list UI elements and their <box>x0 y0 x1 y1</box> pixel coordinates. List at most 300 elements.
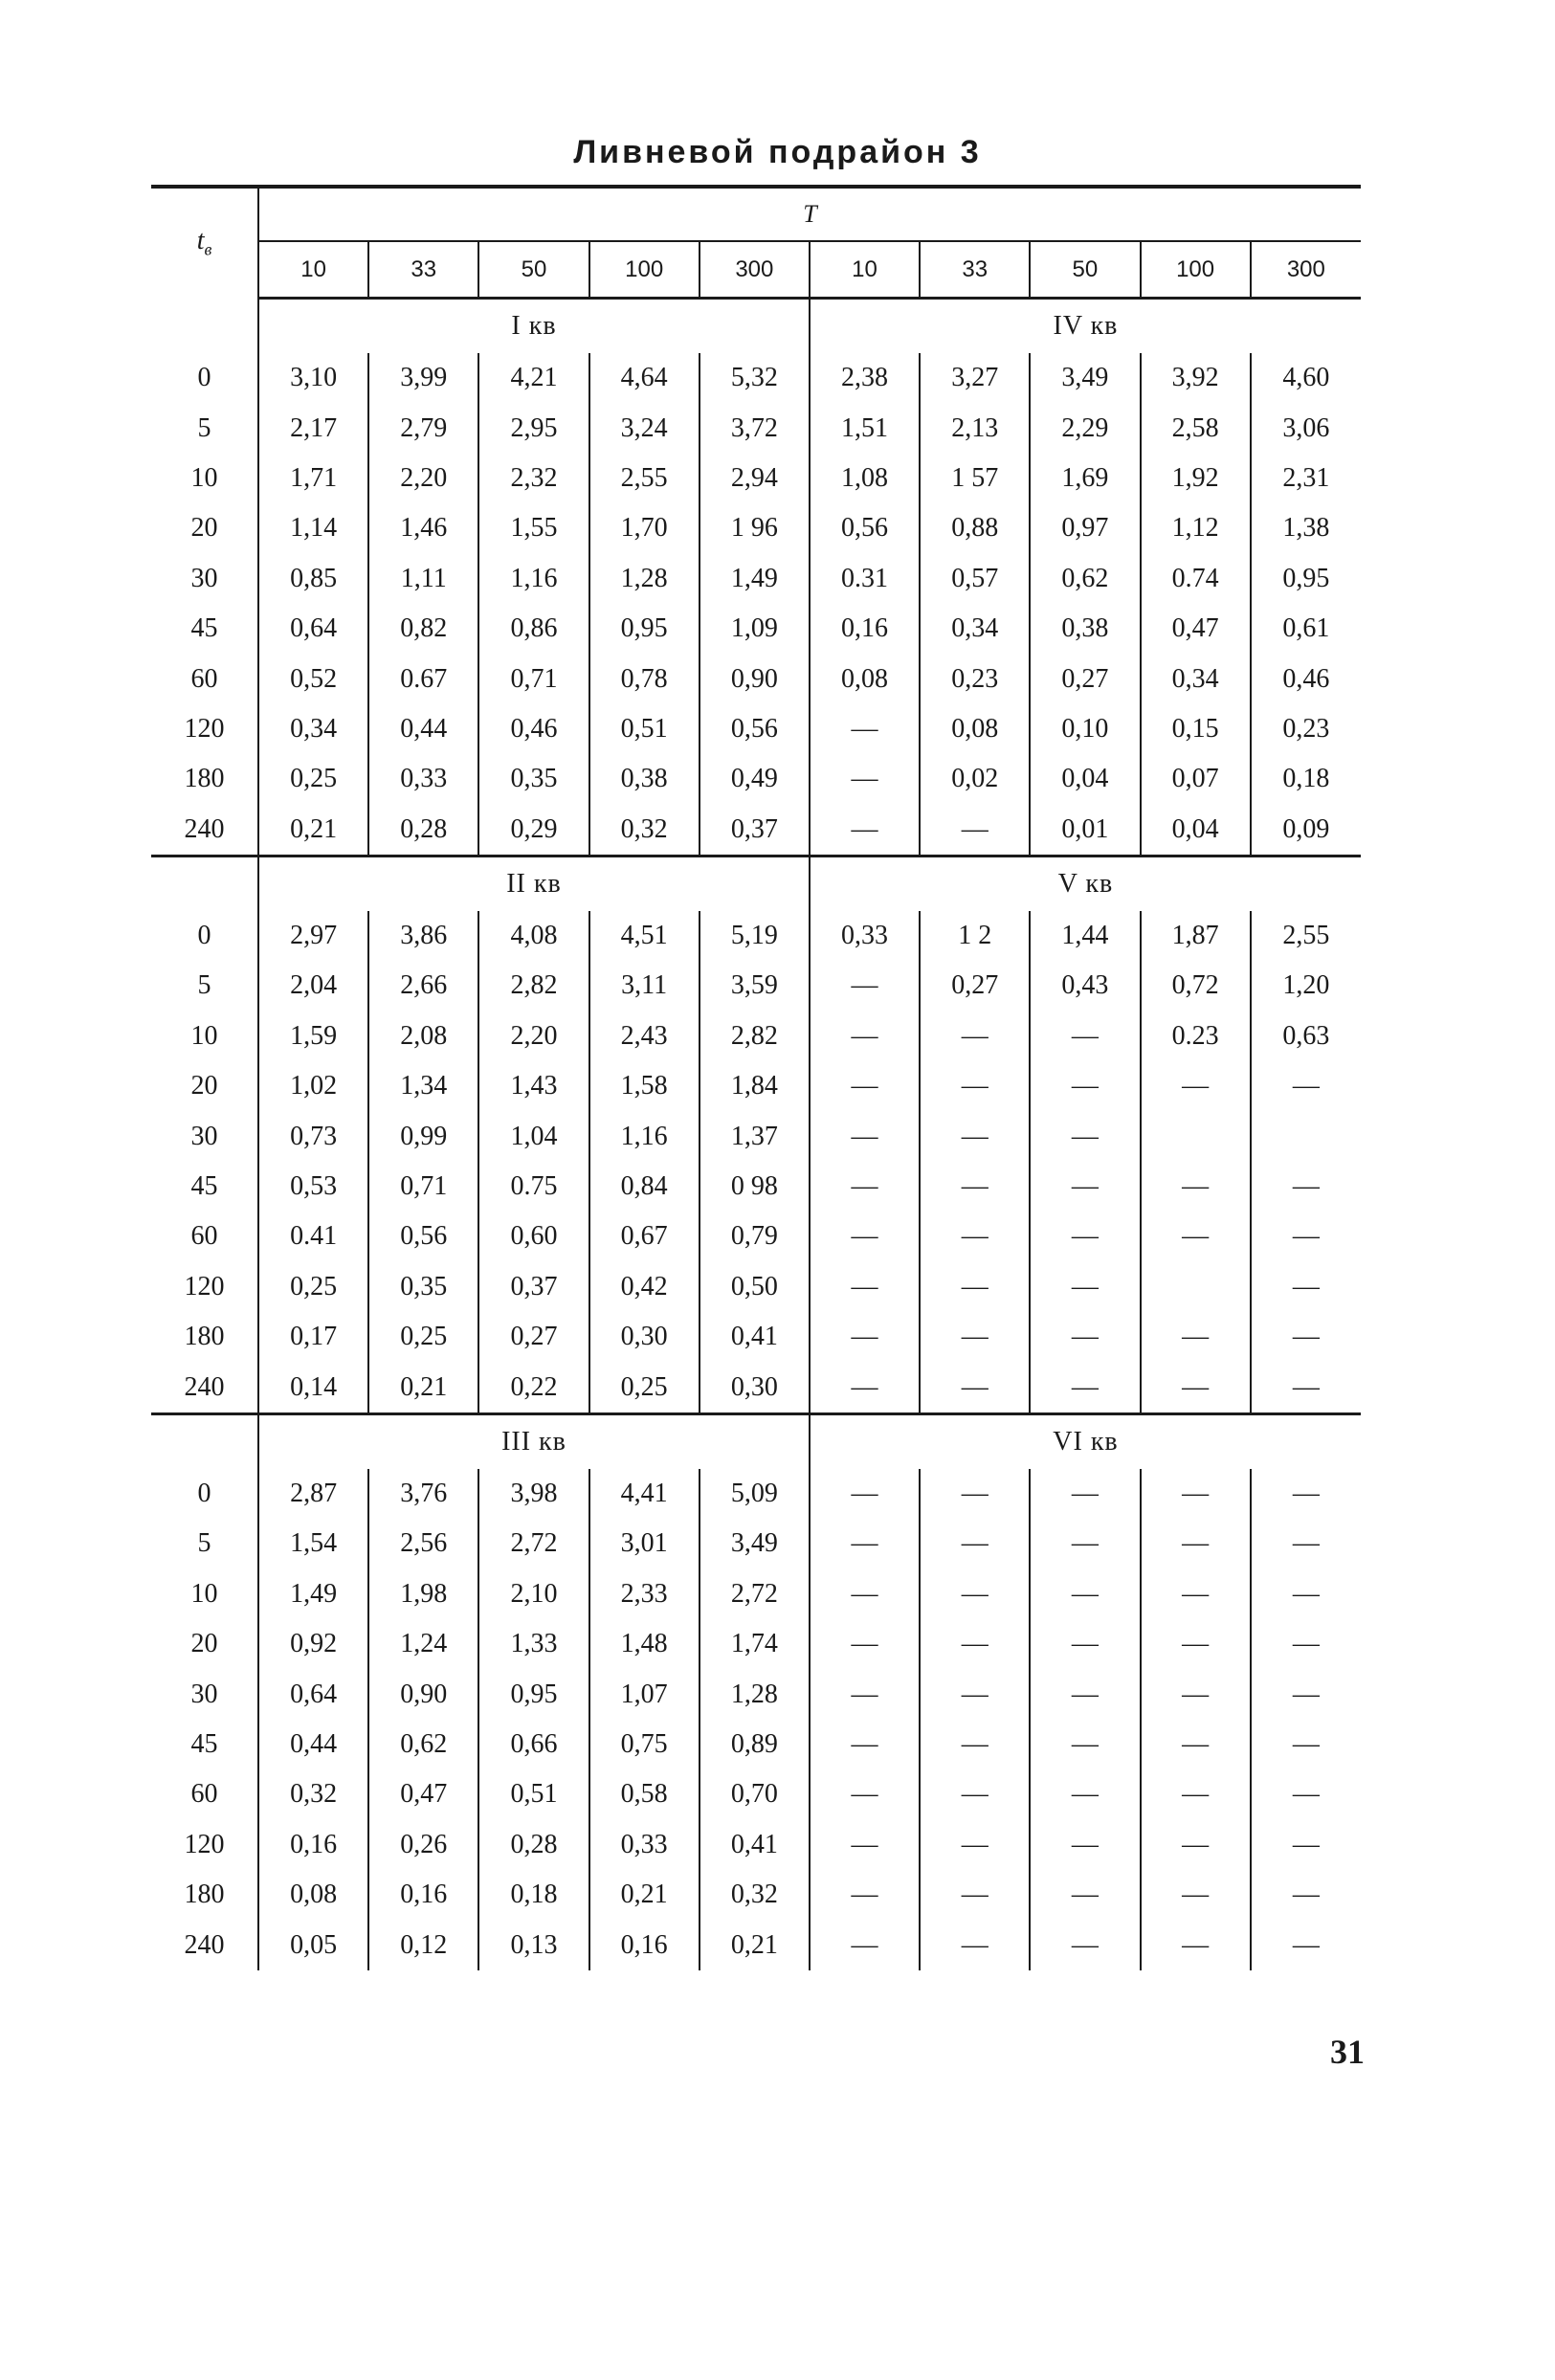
table-cell: 0,27 <box>478 1312 589 1362</box>
table-cell: — <box>920 1162 1030 1212</box>
column-header-T: 100 <box>589 241 700 299</box>
tb-value: 45 <box>190 1171 218 1202</box>
table-cell: — <box>1141 1061 1251 1111</box>
table-cell: 0,46 <box>478 704 589 754</box>
table-cell: 2,82 <box>478 961 589 1011</box>
table-cell: 0,52 <box>258 654 368 703</box>
table-cell: 0,25 <box>258 754 368 804</box>
table-cell: — <box>1251 1469 1361 1519</box>
header-row-T <box>151 187 1361 241</box>
table-cell: — <box>810 1362 920 1413</box>
table-cell: 0,92 <box>258 1619 368 1669</box>
table-cell: 0,90 <box>368 1669 478 1719</box>
table-cell: 1,38 <box>1251 503 1361 553</box>
table-cell: 3,99 <box>368 353 478 403</box>
table-cell: 2,10 <box>478 1569 589 1619</box>
table-row <box>151 805 1361 856</box>
table-cell: — <box>920 1469 1030 1519</box>
table-cell: 0.75 <box>478 1162 589 1212</box>
table-cell: 0,95 <box>1251 554 1361 604</box>
table-cell: — <box>1030 1920 1140 1969</box>
table-cell: — <box>920 1312 1030 1362</box>
table-cell: — <box>1030 1469 1140 1519</box>
table-cell: — <box>1030 1061 1140 1111</box>
table-cell: — <box>810 1669 920 1719</box>
table-cell: — <box>810 1920 920 1969</box>
tb-value: 10 <box>190 1578 218 1609</box>
table-cell: — <box>1030 1212 1140 1261</box>
section-header-row <box>151 1413 1361 1469</box>
page-title: Ливневой подрайон 3 <box>573 134 982 170</box>
tb-value: 60 <box>190 663 218 694</box>
table-cell: — <box>810 1162 920 1212</box>
table-row <box>151 754 1361 804</box>
table-cell: 3,10 <box>258 353 368 403</box>
table-cell: 0,26 <box>368 1820 478 1870</box>
table-cell: 1,16 <box>478 554 589 604</box>
section-label-left: II кв <box>258 856 810 911</box>
table-cell: — <box>920 1362 1030 1413</box>
table-cell: 0,64 <box>258 604 368 654</box>
table-cell: 0,21 <box>368 1362 478 1413</box>
column-header-T: 300 <box>700 241 810 299</box>
table-cell: 1,16 <box>589 1111 700 1161</box>
table-cell: 2,20 <box>478 1012 589 1061</box>
tb-value: 20 <box>190 513 218 544</box>
table-cell: — <box>1251 1769 1361 1819</box>
section-label-right: V кв <box>810 856 1361 911</box>
header-row-columns <box>151 241 1361 299</box>
table-cell: 0,25 <box>368 1312 478 1362</box>
column-header-T: 300 <box>1251 241 1361 299</box>
table-cell: — <box>1251 1262 1361 1312</box>
table-cell: — <box>810 1262 920 1312</box>
table-cell: — <box>810 754 920 804</box>
table-cell: 1,34 <box>368 1061 478 1111</box>
table-cell <box>1251 1111 1361 1161</box>
table-cell: 2,08 <box>368 1012 478 1061</box>
table-cell: — <box>1251 1619 1361 1669</box>
table-cell: — <box>1141 1312 1251 1362</box>
table-cell: 0,27 <box>920 961 1030 1011</box>
table-cell: 1,92 <box>1141 454 1251 503</box>
tb-value: 45 <box>190 1728 218 1759</box>
table-cell: — <box>1141 1212 1251 1261</box>
table-cell: 3,24 <box>589 403 700 453</box>
table-cell: 0,27 <box>1030 654 1140 703</box>
tb-value: 0 <box>197 921 211 951</box>
table-cell: 0,21 <box>589 1870 700 1920</box>
table-cell: 2,43 <box>589 1012 700 1061</box>
table-cell: 0,62 <box>368 1720 478 1769</box>
table-cell: — <box>920 1012 1030 1061</box>
table-cell: 1,09 <box>700 604 810 654</box>
table-cell: 0,38 <box>1030 604 1140 654</box>
table-row <box>151 503 1361 553</box>
tb-label: t <box>196 226 205 256</box>
table-cell: 1,51 <box>810 403 920 453</box>
table-cell: — <box>810 1061 920 1111</box>
table-cell: 2,56 <box>368 1519 478 1568</box>
tb-header <box>151 187 258 299</box>
table-cell: 0,01 <box>1030 805 1140 856</box>
table-cell: 0,16 <box>368 1870 478 1920</box>
table-cell: — <box>1030 1569 1140 1619</box>
table-cell: — <box>1030 1111 1140 1161</box>
tb-value: 120 <box>184 1271 225 1301</box>
table-cell: 2,94 <box>700 454 810 503</box>
table-cell: — <box>920 1619 1030 1669</box>
table-cell: — <box>920 1769 1030 1819</box>
table-cell: 1,37 <box>700 1111 810 1161</box>
tb-value: 180 <box>184 1880 225 1910</box>
table-cell: 0,16 <box>589 1920 700 1969</box>
table-cell: — <box>1030 1720 1140 1769</box>
table-cell: — <box>1141 1769 1251 1819</box>
table-cell: — <box>810 1212 920 1261</box>
table-cell: 4,60 <box>1251 353 1361 403</box>
table-row <box>151 403 1361 453</box>
table-cell: 0,10 <box>1030 704 1140 754</box>
table-row <box>151 654 1361 703</box>
table-cell: 0,90 <box>700 654 810 703</box>
table-cell: — <box>1030 1262 1140 1312</box>
table-cell: — <box>920 1669 1030 1719</box>
table-cell: 1,02 <box>258 1061 368 1111</box>
table-cell: 2,79 <box>368 403 478 453</box>
table-cell: — <box>1030 1012 1140 1061</box>
table-cell: — <box>810 1469 920 1519</box>
tb-value: 240 <box>184 813 225 844</box>
table-cell: 0,08 <box>258 1870 368 1920</box>
table-cell: 0,34 <box>1141 654 1251 703</box>
section-tb-blank <box>151 856 258 911</box>
table-cell: — <box>1141 1569 1251 1619</box>
table-cell: 2,13 <box>920 403 1030 453</box>
table-cell: 0,62 <box>1030 554 1140 604</box>
table-cell: 0,33 <box>589 1820 700 1870</box>
table-cell: 3,11 <box>589 961 700 1011</box>
table-cell: 2,95 <box>478 403 589 453</box>
table-cell: 1,44 <box>1030 911 1140 961</box>
table-cell: 2,72 <box>478 1519 589 1568</box>
table-row <box>151 1519 1361 1568</box>
table-row <box>151 1469 1361 1519</box>
table-cell: 0,42 <box>589 1262 700 1312</box>
table-cell: 0,21 <box>258 805 368 856</box>
tb-value: 20 <box>190 1071 218 1101</box>
table-row <box>151 1870 1361 1920</box>
table-cell: 0,28 <box>478 1820 589 1870</box>
table-cell: 0,44 <box>258 1720 368 1769</box>
section-label-right: IV кв <box>810 299 1361 354</box>
table-cell: 2,55 <box>1251 911 1361 961</box>
table-cell: — <box>1251 1569 1361 1619</box>
table-cell: 0,37 <box>478 1262 589 1312</box>
table-cell: — <box>1030 1870 1140 1920</box>
column-header-T: 10 <box>258 241 368 299</box>
tb-value: 60 <box>190 1779 218 1810</box>
table-row <box>151 1769 1361 1819</box>
table-row <box>151 1720 1361 1769</box>
tb-value: 60 <box>190 1221 218 1252</box>
table-cell: 0,32 <box>258 1769 368 1819</box>
table-row <box>151 961 1361 1011</box>
table-cell: 2,32 <box>478 454 589 503</box>
table-cell: 1,33 <box>478 1619 589 1669</box>
table-cell: 0.67 <box>368 654 478 703</box>
tb-value: 240 <box>184 1929 225 1960</box>
table-cell: 0,66 <box>478 1720 589 1769</box>
table-cell: 2,55 <box>589 454 700 503</box>
table-cell: — <box>1251 1519 1361 1568</box>
table-cell: 1,08 <box>810 454 920 503</box>
table-cell: 1 2 <box>920 911 1030 961</box>
tb-value: 20 <box>190 1629 218 1659</box>
table-cell: 0,35 <box>478 754 589 804</box>
table-cell: 0,18 <box>1251 754 1361 804</box>
table-cell: — <box>810 1820 920 1870</box>
table-cell: 1,48 <box>589 1619 700 1669</box>
table-row <box>151 911 1361 961</box>
table-row <box>151 1162 1361 1212</box>
table-cell: — <box>920 1870 1030 1920</box>
table-cell: — <box>920 1212 1030 1261</box>
table-cell: 3,86 <box>368 911 478 961</box>
table-cell: 2,31 <box>1251 454 1361 503</box>
table-cell: 0,97 <box>1030 503 1140 553</box>
table-cell: — <box>1251 1362 1361 1413</box>
table-cell: 2,04 <box>258 961 368 1011</box>
table-cell: 2,87 <box>258 1469 368 1519</box>
table-cell: 1,69 <box>1030 454 1140 503</box>
section-label-left: III кв <box>258 1413 810 1469</box>
table-cell: 1,28 <box>589 554 700 604</box>
table-cell: 0,56 <box>368 1212 478 1261</box>
table-cell: 0,56 <box>700 704 810 754</box>
tb-sub: в <box>204 240 212 260</box>
table-cell: — <box>1141 1870 1251 1920</box>
table-row <box>151 1920 1361 1969</box>
table-cell: — <box>810 1312 920 1362</box>
table-cell: — <box>1030 1619 1140 1669</box>
table-cell: 0,86 <box>478 604 589 654</box>
table-cell: — <box>1251 1920 1361 1969</box>
tb-value: 120 <box>184 713 225 744</box>
table-cell: 0,30 <box>589 1312 700 1362</box>
table-cell: — <box>920 1569 1030 1619</box>
table-cell: 0,82 <box>368 604 478 654</box>
table-cell: 3,98 <box>478 1469 589 1519</box>
table-row <box>151 1012 1361 1061</box>
table-cell: — <box>1141 1619 1251 1669</box>
table-cell: 4,51 <box>589 911 700 961</box>
table-cell: — <box>810 1870 920 1920</box>
table-cell: 1,74 <box>700 1619 810 1669</box>
tb-value: 5 <box>197 1528 211 1559</box>
table-cell: 0,78 <box>589 654 700 703</box>
tb-value: 5 <box>197 970 211 1001</box>
table-cell: 0,47 <box>368 1769 478 1819</box>
table-cell: 1,14 <box>258 503 368 553</box>
table-cell: 0,51 <box>589 704 700 754</box>
table-cell: 0,09 <box>1251 805 1361 856</box>
table-cell: 0,33 <box>368 754 478 804</box>
table-cell: 0,23 <box>1251 704 1361 754</box>
tb-value: 45 <box>190 613 218 644</box>
table-cell: 0,22 <box>478 1362 589 1413</box>
table-cell: 0,88 <box>920 503 1030 553</box>
table-row <box>151 1061 1361 1111</box>
table-cell: 3,49 <box>700 1519 810 1568</box>
table-cell: — <box>1141 1669 1251 1719</box>
table-cell: — <box>920 1519 1030 1568</box>
table-cell: — <box>1141 1920 1251 1969</box>
table-body <box>151 299 1361 1970</box>
table-cell: — <box>920 1061 1030 1111</box>
table-cell: 1,24 <box>368 1619 478 1669</box>
table-cell: — <box>1251 1720 1361 1769</box>
table-cell: 0,58 <box>589 1769 700 1819</box>
table-cell: 1,46 <box>368 503 478 553</box>
table-cell: 0,70 <box>700 1769 810 1819</box>
table-cell: — <box>1251 1870 1361 1920</box>
table-row <box>151 1619 1361 1669</box>
table-cell: 0,56 <box>810 503 920 553</box>
table-cell: 0,12 <box>368 1920 478 1969</box>
table-row <box>151 1262 1361 1312</box>
table-cell: — <box>810 1012 920 1061</box>
column-header-T: 33 <box>368 241 478 299</box>
table-cell: 1,49 <box>700 554 810 604</box>
table-cell: — <box>810 1519 920 1568</box>
table-cell: 4,21 <box>478 353 589 403</box>
section-tb-blank <box>151 1413 258 1469</box>
table-cell: 0,50 <box>700 1262 810 1312</box>
table-cell: 2,66 <box>368 961 478 1011</box>
table-cell: 0,33 <box>810 911 920 961</box>
table-cell: 5,19 <box>700 911 810 961</box>
table-cell: — <box>920 805 1030 856</box>
table-cell: — <box>1251 1820 1361 1870</box>
table-cell: — <box>1141 1820 1251 1870</box>
table-cell: 0,29 <box>478 805 589 856</box>
table-cell: — <box>1251 1212 1361 1261</box>
table-cell: 0,30 <box>700 1362 810 1413</box>
table-cell: 5,09 <box>700 1469 810 1519</box>
table-cell: — <box>810 1769 920 1819</box>
table-cell: — <box>1141 1720 1251 1769</box>
table-cell: 0,53 <box>258 1162 368 1212</box>
table-cell: 1,55 <box>478 503 589 553</box>
table-cell: — <box>1030 1519 1140 1568</box>
table-cell: 1,49 <box>258 1569 368 1619</box>
table-cell: 3,76 <box>368 1469 478 1519</box>
table-cell: 0,08 <box>810 654 920 703</box>
table-cell: 3,01 <box>589 1519 700 1568</box>
table-cell: 0,18 <box>478 1870 589 1920</box>
table-cell: — <box>920 1720 1030 1769</box>
table-cell: 0,14 <box>258 1362 368 1413</box>
table-cell: 0,72 <box>1141 961 1251 1011</box>
table-cell: 0,79 <box>700 1212 810 1261</box>
tb-value: 240 <box>184 1371 225 1402</box>
table-row <box>151 1669 1361 1719</box>
table-cell: 2,17 <box>258 403 368 453</box>
section-tb-blank <box>151 299 258 354</box>
table-cell: — <box>810 1111 920 1161</box>
tb-value: 0 <box>197 363 211 393</box>
column-header-T: 100 <box>1141 241 1251 299</box>
section-header-row <box>151 299 1361 354</box>
table-cell: 0,38 <box>589 754 700 804</box>
table-cell: 0,17 <box>258 1312 368 1362</box>
table-cell: — <box>920 1820 1030 1870</box>
table-row <box>151 1212 1361 1261</box>
table-cell: 0,99 <box>368 1111 478 1161</box>
table-cell: 0,15 <box>1141 704 1251 754</box>
column-header-T: 33 <box>920 241 1030 299</box>
table-cell: 0,67 <box>589 1212 700 1261</box>
table-cell <box>1141 1262 1251 1312</box>
table-cell: 0,47 <box>1141 604 1251 654</box>
tb-value: 30 <box>190 1679 218 1709</box>
table-cell: 1,07 <box>589 1669 700 1719</box>
table-cell: — <box>1030 1362 1140 1413</box>
table-cell: 0,61 <box>1251 604 1361 654</box>
table-cell: 0,28 <box>368 805 478 856</box>
tb-value: 30 <box>190 563 218 593</box>
table-cell: — <box>920 1262 1030 1312</box>
table-cell: 0,64 <box>258 1669 368 1719</box>
table-cell: — <box>1251 1669 1361 1719</box>
table-cell: — <box>1030 1312 1140 1362</box>
table-cell: 0.74 <box>1141 554 1251 604</box>
table-cell: 0,34 <box>258 704 368 754</box>
table-cell: 1,98 <box>368 1569 478 1619</box>
table-cell: — <box>810 1619 920 1669</box>
table-cell: 2,58 <box>1141 403 1251 453</box>
table-row <box>151 353 1361 403</box>
table-cell: 2,38 <box>810 353 920 403</box>
table-cell: 3,27 <box>920 353 1030 403</box>
table-row <box>151 1362 1361 1413</box>
table-cell: 4,08 <box>478 911 589 961</box>
table-cell: 3,92 <box>1141 353 1251 403</box>
column-header-T: 50 <box>478 241 589 299</box>
tb-value: 0 <box>197 1479 211 1508</box>
table-cell: — <box>1030 1820 1140 1870</box>
table-cell: — <box>810 805 920 856</box>
table-cell: 0,16 <box>258 1820 368 1870</box>
table-cell: 3,72 <box>700 403 810 453</box>
table-cell: 1,11 <box>368 554 478 604</box>
table-cell: — <box>1141 1519 1251 1568</box>
table-cell: — <box>1141 1469 1251 1519</box>
table-cell: 0,46 <box>1251 654 1361 703</box>
table-cell: — <box>920 1111 1030 1161</box>
table-cell: 0,05 <box>258 1920 368 1969</box>
tb-value: 180 <box>184 764 225 794</box>
table-cell: — <box>810 1569 920 1619</box>
table-row <box>151 704 1361 754</box>
table-cell: 1,04 <box>478 1111 589 1161</box>
table-cell: — <box>1251 1312 1361 1362</box>
table-cell: 0,23 <box>920 654 1030 703</box>
table-cell: 0,84 <box>589 1162 700 1212</box>
table-cell: 0,16 <box>810 604 920 654</box>
table-cell: — <box>1141 1162 1251 1212</box>
